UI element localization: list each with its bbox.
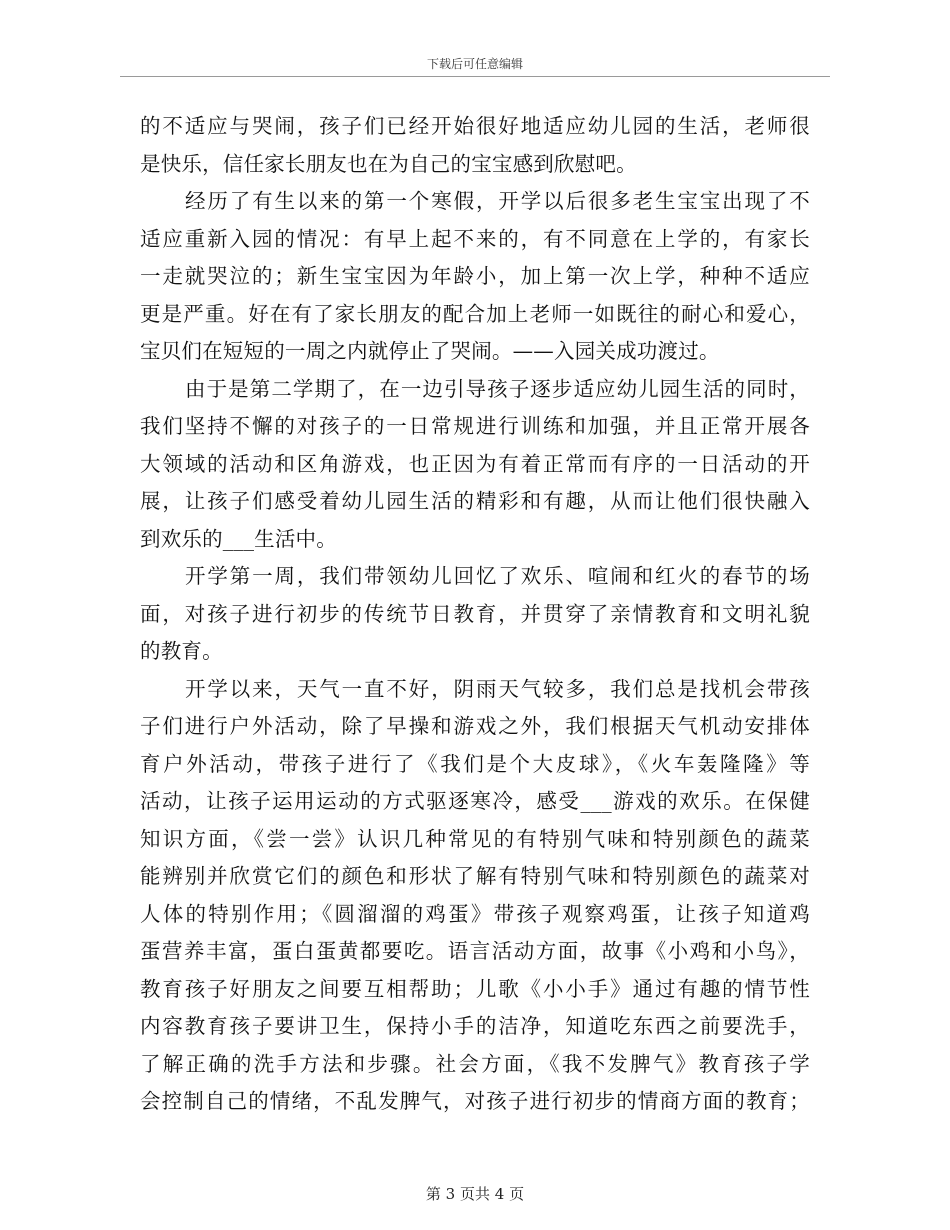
text-line: 展，让孩子们感受着幼儿园生活的精彩和有趣，从而让他们很快融入 [140,489,810,513]
text-line: 人体的特别作用；《圆溜溜的鸡蛋》带孩子观察鸡蛋，让孩子知道鸡 [140,901,810,926]
text-line: 面，对孩子进行初步的传统节日教育，并贯穿了亲情教育和文明礼貌 [140,601,810,626]
text-line: 开学以来，天气一直不好，阴雨天气较多，我们总是找机会带孩 [185,676,810,701]
text-line: 宝贝们在短短的一周之内就停止了哭闹。——入园关成功渡过。 [140,339,720,363]
text-line: 教育孩子好朋友之间要互相帮助；儿歌《小小手》通过有趣的情节性 [140,976,810,1001]
text-line: 知识方面，《尝一尝》认识几种常见的有特别气味和特别颜色的蔬菜 [140,826,810,851]
text-line: 能辨别并欣赏它们的颜色和形状了解有特别气味和特别颜色的蔬菜对 [140,864,810,888]
text-line: 由于是第二学期了，在一边引导孩子逐步适应幼儿园生活的同时， [185,376,810,401]
text-line: 的不适应与哭闹，孩子们已经开始很好地适应幼儿园的生活，老师很 [140,114,810,138]
text-line: 的教育。 [140,639,223,663]
text-line: 会控制自己的情绪，不乱发脾气，对孩子进行初步的情商方面的教育； [140,1089,810,1113]
text-line: 到欢乐的___生活中。 [140,526,337,551]
header-divider [120,76,830,77]
text-line: 是快乐，信任家长朋友也在为自己的宝宝感到欣慰吧。 [140,151,637,176]
text-line: 我们坚持不懈的对孩子的一日常规进行训练和加强，并且正常开展各 [140,414,810,438]
text-line: 适应重新入园的情况：有早上起不来的，有不同意在上学的，有家长 [140,226,810,251]
text-line: 育户外活动，带孩子进行了《我们是个大皮球》，《火车轰隆隆》等 [140,751,810,776]
text-line: 蛋营养丰富，蛋白蛋黄都要吃。语言活动方面，故事《小鸡和小鸟》， [140,939,810,963]
text-line: 了解正确的洗手方法和步骤。社会方面，《我不发脾气》教育孩子学 [140,1051,810,1076]
page-header: 下载后可任意编辑 [426,57,523,71]
text-line: 经历了有生以来的第一个寒假，开学以后很多老生宝宝出现了不 [185,189,810,213]
text-line: 一走就哭泣的；新生宝宝因为年龄小，加上第一次上学，种种不适应 [140,264,810,288]
text-line: 开学第一周，我们带领幼儿回忆了欢乐、喧闹和红火的春节的场 [185,564,810,588]
text-line: 内容教育孩子要讲卫生，保持小手的洁净，知道吃东西之前要洗手， [140,1014,810,1038]
page-footer: 第 3 页共 4 页 [425,1185,525,1203]
text-line: 子们进行户外活动，除了早操和游戏之外，我们根据天气机动安排体 [140,714,810,738]
body-text [140,108,810,1121]
text-line: 活动，让孩子运用运动的方式驱逐寒冷，感受___游戏的欢乐。在保健 [140,789,810,813]
text-line: 更是严重。好在有了家长朋友的配合加上老师一如既往的耐心和爱心， [140,301,810,326]
text-line: 大领域的活动和区角游戏，也正因为有着正常而有序的一日活动的开 [140,451,810,476]
